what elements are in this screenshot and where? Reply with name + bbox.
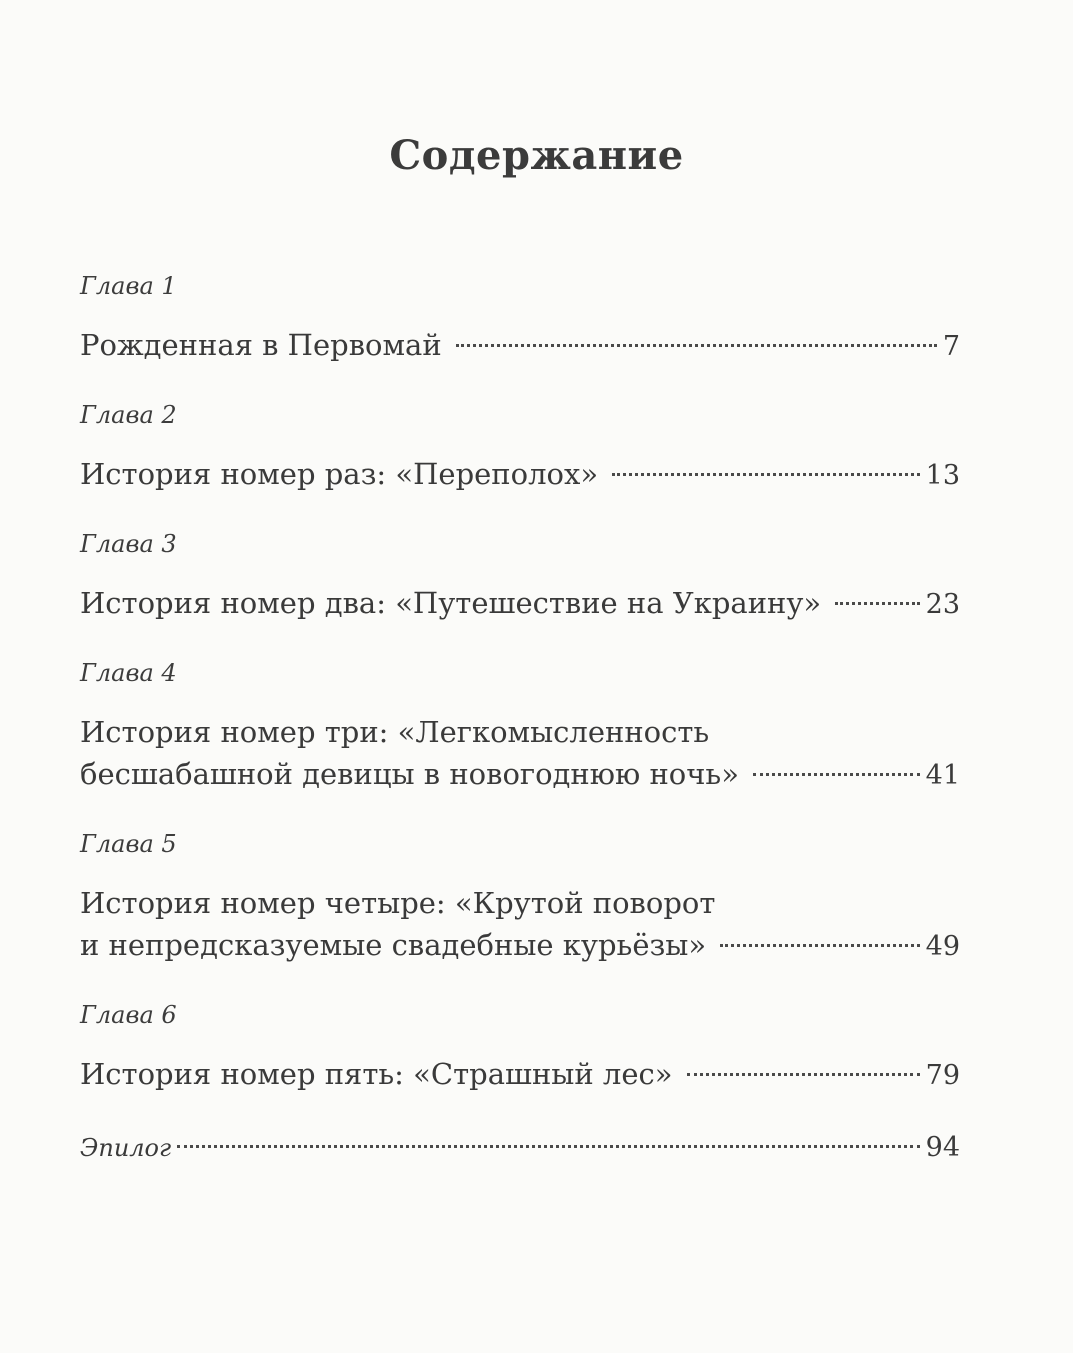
dot-leader — [177, 1145, 920, 1148]
page-number: 94 — [925, 1132, 960, 1163]
chapter-title-line-2: бесшабашной девицы в новогоднюю ночь» — [80, 757, 739, 791]
chapter-title: История номер два: «Путешествие на Украину» — [80, 586, 822, 620]
toc-entry-chapter-5 — [80, 822, 960, 967]
dot-leader — [720, 944, 920, 947]
toc-entry-chapter-1 — [80, 264, 960, 367]
chapter-title-line-1[interactable]: История номер четыре: «Крутой поворот — [80, 886, 716, 920]
page-number: 49 — [925, 931, 960, 962]
chapter-title-line-1[interactable]: История номер три: «Легкомысленность — [80, 715, 710, 749]
toc-line[interactable] — [80, 752, 960, 796]
toc-line[interactable] — [80, 923, 960, 967]
toc-line[interactable] — [80, 452, 960, 496]
chapter-title: Рожденная в Первомай — [80, 328, 442, 362]
epilogue-label: Эпилог — [80, 1134, 172, 1162]
page-number: 23 — [925, 589, 960, 620]
chapter-title: История номер пять: «Страшный лес» — [80, 1057, 673, 1091]
chapter-label: Глава 5 — [80, 830, 177, 858]
page-title: Содержание — [389, 132, 684, 179]
chapter-title: История номер раз: «Переполох» — [80, 457, 599, 491]
page-number: 7 — [942, 331, 960, 362]
chapter-label: Глава 6 — [80, 1001, 177, 1029]
chapter-label: Глава 2 — [80, 401, 177, 429]
toc-line[interactable] — [80, 1052, 960, 1096]
toc-entry-chapter-2 — [80, 393, 960, 496]
chapter-label: Глава 3 — [80, 530, 177, 558]
chapter-label: Глава 4 — [80, 659, 177, 687]
table-of-contents — [80, 264, 960, 1170]
toc-entry-epilogue — [80, 1126, 960, 1170]
dot-leader — [835, 602, 919, 605]
chapter-title-line-2: и непредсказуемые свадебные курьёзы» — [80, 928, 707, 962]
chapter-label: Глава 1 — [80, 272, 177, 300]
dot-leader — [753, 773, 920, 776]
page-number: 41 — [925, 760, 960, 791]
toc-line[interactable] — [80, 581, 960, 625]
dot-leader — [612, 473, 920, 476]
page-number: 79 — [925, 1060, 960, 1091]
toc-line[interactable] — [80, 1126, 960, 1170]
dot-leader — [687, 1073, 920, 1076]
toc-entry-chapter-3 — [80, 522, 960, 625]
toc-entry-chapter-6 — [80, 993, 960, 1096]
dot-leader — [456, 344, 937, 347]
toc-line[interactable] — [80, 323, 960, 367]
toc-entry-chapter-4 — [80, 651, 960, 796]
page-number: 13 — [925, 460, 960, 491]
